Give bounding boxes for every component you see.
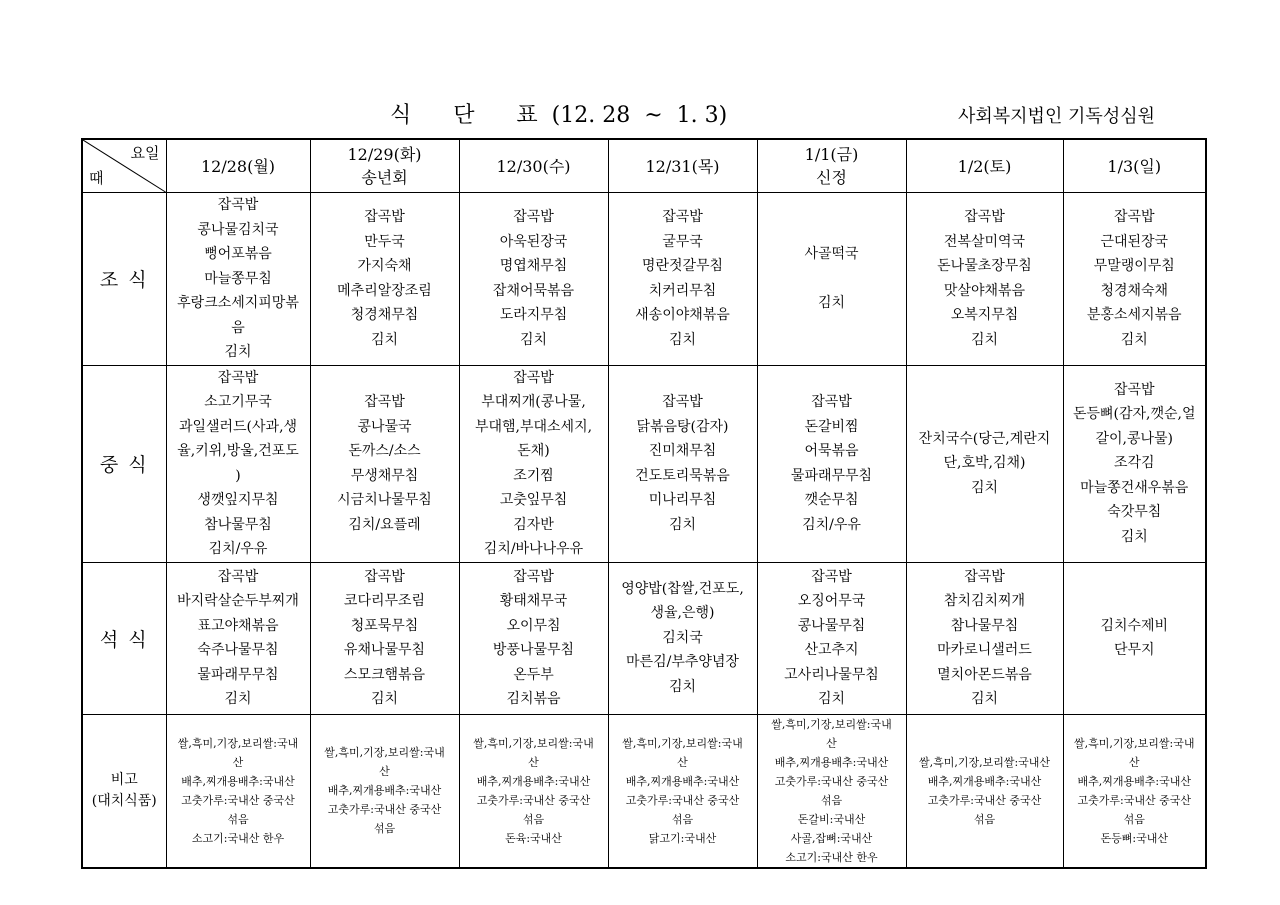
menu-item: 숙갓무침 xyxy=(1107,504,1162,521)
breakfast-menu-cell xyxy=(1063,193,1206,366)
day-header-0 xyxy=(166,139,310,193)
breakfast-row xyxy=(82,193,1206,366)
menu-item: 잡곡밥 xyxy=(811,394,852,410)
origin-note-cell xyxy=(906,714,1063,868)
menu-item: 청경채무침 xyxy=(350,307,419,324)
menu-item: 물파래무무침 xyxy=(197,666,279,683)
breakfast-menu-cell xyxy=(608,193,757,366)
menu-item: 김치/바나나우유 xyxy=(483,541,584,557)
menu-item: 갈이,콩나물) xyxy=(1095,430,1174,447)
menu-item: 숙주나물무침 xyxy=(197,642,279,658)
origin-note-line: 배추,찌개용배추:국내산 xyxy=(181,774,295,788)
menu-item: 조기찜 xyxy=(513,467,554,484)
menu-item: 전복살미역국 xyxy=(943,233,1026,250)
origin-note-line: 쌀,흑미,기장,보리쌀:국내 xyxy=(771,717,892,731)
organization-name: 사회복지법인 기독성심원 xyxy=(958,106,1155,127)
origin-note-line: 쌀,흑미,기장,보리쌀:국내 xyxy=(177,736,299,750)
lunch-menu-cell xyxy=(757,365,906,562)
menu-item: 김치/우유 xyxy=(802,516,861,533)
origin-note-line: 소고기:국내산 한우 xyxy=(191,831,285,845)
menu-item: 근대된장국 xyxy=(1100,233,1169,250)
origin-note-line: 배추,찌개용배추:국내산 xyxy=(625,774,740,788)
menu-item: 김치 xyxy=(817,295,846,311)
breakfast-menu-cell xyxy=(166,193,310,366)
origin-note-line: 사골,잡뼈:국내산 xyxy=(790,831,873,845)
menu-item: 김치 xyxy=(224,691,252,707)
dinner-menu-cell xyxy=(459,562,608,714)
menu-item: 닭볶음탕(감자) xyxy=(636,418,729,435)
menu-item: 코다리무조림 xyxy=(343,593,426,609)
origin-note-line: 쌀,흑미,기장,보리쌀:국내 xyxy=(324,746,445,759)
menu-item: 잡곡밥 xyxy=(217,568,259,585)
menu-item: 가지숙채 xyxy=(357,258,412,275)
menu-item: 산고추지 xyxy=(804,642,859,658)
menu-item: 황태채무국 xyxy=(499,593,568,609)
day-date: 1/2(토) xyxy=(957,156,1012,176)
menu-item: 마카로니샐러드 xyxy=(937,642,1032,658)
lunch-menu-cell xyxy=(310,365,459,562)
origin-note-line: 고춧가루:국내산 중국산 xyxy=(927,793,1042,807)
menu-item: 무말랭이무침 xyxy=(1093,258,1175,275)
corner-cell xyxy=(82,139,166,193)
menu-item: 돈등뼈(감자,깻순,얼 xyxy=(1072,406,1196,423)
menu-item: 멸치아몬드볶음 xyxy=(937,666,1032,683)
menu-item: 스모크햄볶음 xyxy=(343,666,426,683)
origin-note-line: 섞음 xyxy=(820,793,843,807)
menu-item: 바지락살순두부찌개 xyxy=(177,593,299,609)
menu-item: 잡곡밥 xyxy=(513,369,554,386)
menu-item: 무생채무침 xyxy=(350,467,419,484)
day-date: 12/31(목) xyxy=(645,156,720,176)
day-header-4 xyxy=(757,139,906,193)
menu-item: 잡곡밥 xyxy=(513,568,554,585)
menu-item: 방풍나물무침 xyxy=(492,642,575,658)
menu-item: 청경채숙채 xyxy=(1100,282,1169,299)
menu-item: 잔치국수(당근,계란지 xyxy=(918,430,1051,447)
menu-item: 잡곡밥 xyxy=(964,568,1005,585)
day-date: 12/30(수) xyxy=(496,156,571,176)
menu-item: ) xyxy=(235,467,241,484)
day-date: 1/3(일) xyxy=(1107,156,1162,176)
menu-item: 김치 xyxy=(1120,331,1148,348)
menu-item: 김자반 xyxy=(513,516,554,533)
menu-item: 건도토리묵볶음 xyxy=(635,467,730,484)
menu-item: 굴무국 xyxy=(662,233,703,250)
menu-item: 돈나물초장무침 xyxy=(937,258,1032,275)
menu-item: 사골떡국 xyxy=(804,246,859,262)
origin-note-line: 고춧가루:국내산 중국산 xyxy=(327,803,442,816)
dinner-menu-cell xyxy=(166,562,310,714)
menu-item xyxy=(760,267,904,292)
origin-note-line: 쌀,흑미,기장,보리쌀:국내 xyxy=(473,736,594,750)
menu-item: 잡채어묵볶음 xyxy=(492,282,575,299)
menu-item: 새송이야채볶음 xyxy=(635,307,730,324)
day-date: 12/28(월) xyxy=(200,156,276,176)
notes-label-line: 비고 xyxy=(110,771,138,788)
menu-item: 잡곡밥 xyxy=(662,394,703,410)
menu-item: 맛살야채볶음 xyxy=(943,282,1026,299)
breakfast-menu-cell xyxy=(757,193,906,366)
menu-item: 부대햄,부대소세지, xyxy=(474,418,593,435)
menu-item: 잡곡밥 xyxy=(1113,209,1155,226)
origin-note-cell xyxy=(757,714,906,868)
menu-item: 아욱된장국 xyxy=(499,233,568,250)
origin-note-line: 배추,찌개용배추:국내산 xyxy=(476,774,591,788)
menu-item: 깻순무침 xyxy=(804,492,859,508)
menu-item: 명란젓갈무침 xyxy=(641,258,724,275)
menu-item: 소고기무국 xyxy=(204,394,272,410)
menu-item: 영양밥(찹쌀,건포도, xyxy=(621,580,744,597)
day-header-6 xyxy=(1063,139,1206,193)
menu-item: 마른김/부추양념장 xyxy=(626,654,739,671)
day-header-5 xyxy=(906,139,1063,193)
origin-note-line: 산 xyxy=(677,755,688,769)
menu-item: 잡곡밥 xyxy=(364,209,405,226)
menu-item: 온두부 xyxy=(513,666,554,683)
header-row xyxy=(82,139,1206,193)
origin-note-line: 고춧가루:국내산 중국산 xyxy=(181,793,295,807)
day-header-1 xyxy=(310,139,459,193)
menu-item: 김치/요플레 xyxy=(348,516,421,533)
origin-note-line: 섞음 xyxy=(227,812,249,826)
menu-item: 치커리무침 xyxy=(648,282,717,299)
origin-note-line: 배추,찌개용배추:국내산 xyxy=(327,784,442,797)
origin-note-line: 섞음 xyxy=(671,812,694,826)
origin-note-cell xyxy=(459,714,608,868)
menu-item: 김치 xyxy=(817,691,846,707)
origin-note-line: 돈갈비:국내산 xyxy=(797,812,866,826)
menu-item: 참나물무침 xyxy=(950,617,1019,634)
day-header-2 xyxy=(459,139,608,193)
menu-item: 김치 xyxy=(370,331,399,348)
origin-note-line: 산 xyxy=(232,755,244,769)
menu-item: 김치/우유 xyxy=(208,541,268,557)
menu-item: 잡곡밥 xyxy=(1113,381,1155,398)
menu-item: 오복지무침 xyxy=(950,307,1019,324)
menu-item: 참나물무침 xyxy=(204,516,272,533)
menu-item: 도라지무침 xyxy=(499,307,568,324)
menu-item: 잡곡밥 xyxy=(811,568,852,585)
menu-item: 단,호박,김채) xyxy=(943,455,1026,472)
menu-item: 생율,은행) xyxy=(650,605,715,622)
menu-item: 마늘쫑무침 xyxy=(204,270,272,287)
day-event: 송년회 xyxy=(361,168,408,187)
breakfast-label: 조 식 xyxy=(82,193,166,366)
dinner-menu-cell xyxy=(608,562,757,714)
menu-item: 미나리무침 xyxy=(648,492,717,508)
menu-item: 분홍소세지볶음 xyxy=(1086,307,1182,324)
lunch-label: 중 식 xyxy=(82,365,166,562)
menu-item: 진미채무침 xyxy=(648,443,717,459)
lunch-menu-cell xyxy=(166,365,310,562)
menu-item: 돈갈비찜 xyxy=(804,418,859,435)
day-event: 신정 xyxy=(816,168,847,187)
day-date: 1/1(금) xyxy=(804,145,859,164)
origin-note-line: 섞음 xyxy=(1123,812,1145,826)
menu-item: 부대찌개(콩나물, xyxy=(481,394,586,410)
lunch-row xyxy=(82,365,1206,562)
notes-row xyxy=(82,714,1206,868)
origin-note-line: 배추,찌개용배추:국내산 xyxy=(774,755,889,769)
menu-item: 표고야채볶음 xyxy=(197,617,279,634)
origin-note-line: 쌀,흑미,기장,보리쌀:국내 xyxy=(1074,736,1195,750)
day-header-3 xyxy=(608,139,757,193)
menu-item: 김치 xyxy=(668,516,697,533)
menu-item: 오징어무국 xyxy=(797,593,866,609)
menu-item: 잡곡밥 xyxy=(217,197,259,213)
origin-note-line: 산 xyxy=(1128,755,1140,769)
menu-item: 김치 xyxy=(668,678,697,695)
menu-item: 메추리알장조림 xyxy=(337,282,432,299)
origin-note-line: 산 xyxy=(528,755,539,769)
lunch-menu-cell xyxy=(459,365,608,562)
menu-item: 유채나물무침 xyxy=(343,642,426,658)
menu-item: 잡곡밥 xyxy=(217,369,259,386)
menu-item: 뻥어포볶음 xyxy=(204,246,272,262)
breakfast-menu-cell xyxy=(310,193,459,366)
menu-item: 어묵볶음 xyxy=(804,443,859,459)
weekly-menu-table xyxy=(81,138,1207,869)
origin-note-line: 돈육:국내산 xyxy=(505,831,562,845)
origin-note-line: 섞음 xyxy=(522,812,545,826)
origin-note-line: 쌀,흑미,기장,보리쌀:국내산 xyxy=(918,755,1051,769)
menu-title: 식 단 표 (12. 28 ~ 1. 3) xyxy=(390,103,728,128)
origin-note-cell xyxy=(310,714,459,868)
menu-item: 김치 xyxy=(1120,528,1148,545)
menu-item: 단무지 xyxy=(1113,642,1155,658)
menu-item: 김치 xyxy=(970,331,999,348)
menu-item: 생깻잎지무침 xyxy=(197,492,279,508)
menu-item: 김치 xyxy=(970,479,999,496)
origin-note-cell xyxy=(166,714,310,868)
menu-item: 잡곡밥 xyxy=(513,209,554,226)
dinner-menu-cell xyxy=(757,562,906,714)
menu-item: 조각김 xyxy=(1113,455,1155,472)
menu-item: 콩나물무침 xyxy=(797,617,866,634)
menu-item: 참치김치찌개 xyxy=(943,593,1026,609)
menu-item: 과일샐러드(사과,생 xyxy=(178,418,298,435)
origin-note-line: 닭고기:국내산 xyxy=(648,831,717,845)
menu-item: 마늘쫑건새우볶음 xyxy=(1080,479,1189,496)
origin-note-line: 산 xyxy=(379,765,390,778)
origin-note-line: 돈등뼈:국내산 xyxy=(1100,831,1168,845)
origin-note-line: 고춧가루:국내산 중국산 xyxy=(476,793,591,807)
origin-note-line: 배추,찌개용배추:국내산 xyxy=(927,774,1042,788)
menu-item: 물파래무무침 xyxy=(790,467,873,484)
origin-note-line: 섞음 xyxy=(973,812,996,826)
dinner-label: 석 식 xyxy=(82,562,166,714)
lunch-menu-cell xyxy=(1063,365,1206,562)
dinner-menu-cell xyxy=(906,562,1063,714)
menu-item: 김치 xyxy=(668,331,697,348)
origin-note-line: 산 xyxy=(826,736,837,750)
menu-item: 잡곡밥 xyxy=(964,209,1005,226)
notes-label-line: (대치식품) xyxy=(91,792,157,809)
day-date: 12/29(화) xyxy=(347,145,422,164)
menu-item: 콩나물국 xyxy=(357,418,412,435)
notes-label xyxy=(82,714,166,868)
menu-item: 고춧잎무침 xyxy=(499,492,568,508)
menu-item: 돈까스/소스 xyxy=(348,443,421,459)
dinner-row xyxy=(82,562,1206,714)
menu-item: 고사리나물무침 xyxy=(784,666,879,683)
menu-item: 오이무침 xyxy=(506,617,561,634)
menu-item: 김치 xyxy=(519,331,548,348)
origin-note-line: 소고기:국내산 한우 xyxy=(785,850,878,864)
lunch-menu-cell xyxy=(608,365,757,562)
menu-item: 김치 xyxy=(370,691,399,707)
origin-note-line: 고춧가루:국내산 중국산 xyxy=(1077,793,1191,807)
menu-item: 잡곡밥 xyxy=(364,568,405,585)
menu-item: 김치볶음 xyxy=(506,691,561,707)
origin-note-cell xyxy=(608,714,757,868)
dinner-menu-cell xyxy=(310,562,459,714)
origin-note-line: 쌀,흑미,기장,보리쌀:국내 xyxy=(622,736,743,750)
menu-item: 김치 xyxy=(970,691,999,707)
origin-note-line: 고춧가루:국내산 중국산 xyxy=(625,793,740,807)
menu-item: 음 xyxy=(231,319,245,336)
origin-note-line: 배추,찌개용배추:국내산 xyxy=(1077,774,1191,788)
menu-item: 김치국 xyxy=(662,629,703,646)
menu-item: 김치 xyxy=(224,344,252,360)
menu-item: 김치수제비 xyxy=(1100,617,1169,634)
breakfast-menu-cell xyxy=(906,193,1063,366)
menu-item: 율,키위,방울,건포도 xyxy=(177,443,299,459)
origin-note-line: 고춧가루:국내산 중국산 xyxy=(774,774,889,788)
dinner-menu-cell xyxy=(1063,562,1206,714)
breakfast-menu-cell xyxy=(459,193,608,366)
menu-item: 잡곡밥 xyxy=(364,394,405,410)
menu-item: 콩나물김치국 xyxy=(197,221,279,238)
origin-note-line: 섞음 xyxy=(373,822,396,835)
corner-day-label: 요일 xyxy=(130,144,160,162)
menu-item: 만두국 xyxy=(364,233,405,250)
menu-item: 잡곡밥 xyxy=(662,209,703,226)
menu-item: 청포묵무침 xyxy=(350,617,419,634)
corner-meal-label: 때 xyxy=(89,169,104,187)
menu-item: 명엽채무침 xyxy=(499,258,568,275)
menu-item: 시금치나물무침 xyxy=(337,492,432,508)
menu-item: 돈채) xyxy=(517,443,550,459)
origin-note-cell xyxy=(1063,714,1206,868)
lunch-menu-cell xyxy=(906,365,1063,562)
menu-item: 후랑크소세지피망볶 xyxy=(177,295,299,311)
